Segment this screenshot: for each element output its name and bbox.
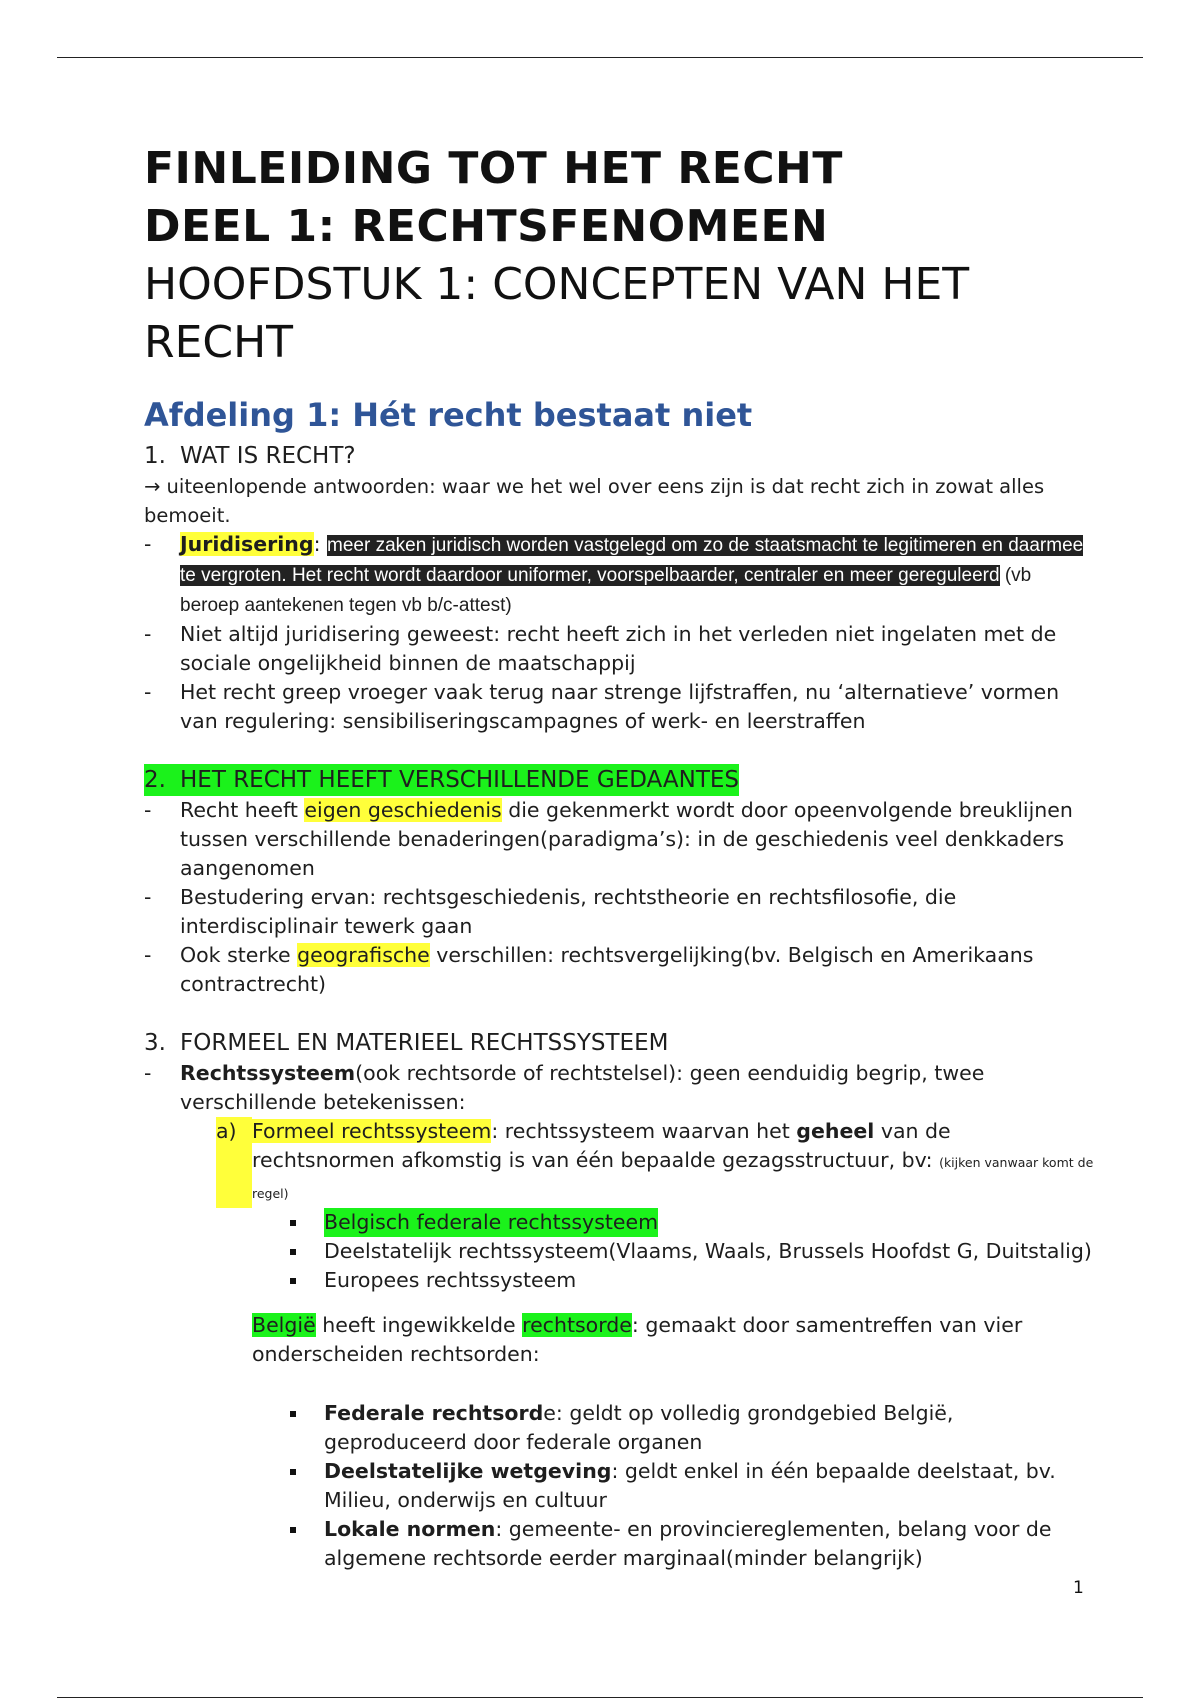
list-item: - Recht heeft eigen geschiedenis die gekenmerkt wordt door opeenvolgende breuklijnen tussen verschillende benaderingen(paradigma’s): in de geschiedenis veel denkkaders aangenomen — [144, 798, 1073, 880]
course-title: FINLEIDING TOT HET RECHT — [144, 143, 843, 194]
list-item: Belgisch federale rechtssysteem — [288, 1208, 1094, 1237]
highlight: eigen geschiedenis — [304, 798, 502, 822]
sub-item-a: a) Formeel rechtssysteem: rechtssysteem waarvan het geheel van de rechtsnormen afkomstig is van één bepaalde gezagsstructuur, bv: (kijken vanwaar komt de regel) — [216, 1117, 1094, 1208]
heading-text: FORMEEL EN MATERIEEL RECHTSSYSTEEM — [180, 1030, 669, 1056]
intro-line: → uiteenlopende antwoorden: waar we het wel over eens zijn is dat recht zich in zowat alles bemoeit. — [144, 475, 1045, 527]
bullet-icon — [288, 1237, 324, 1266]
chapter-title-line1: HOOFDSTUK 1: CONCEPTEN VAN HET — [144, 259, 970, 310]
term-juridisering: Juridisering — [180, 532, 314, 556]
document-page — [144, 140, 1094, 1573]
top-rule — [57, 57, 1143, 58]
page-number: 1 — [1073, 1578, 1084, 1598]
heading-gedaantes — [144, 764, 1094, 796]
list-item: - Rechtssysteem(ook rechtsorde of rechtstelsel): geen eenduidig begrip, twee verschillende betekenissen: — [144, 1061, 985, 1114]
list-item: Deelstatelijk rechtssysteem(Vlaams, Waals, Brussels Hoofdst G, Duitstalig) — [288, 1237, 1094, 1266]
bottom-rule — [57, 1697, 1143, 1698]
belgie-paragraph: België heeft ingewikkelde rechtsorde: gemaakt door samentreffen van vier onderscheiden rechtsorden: — [252, 1313, 1023, 1366]
highlighted-definition: meer zaken juridisch worden vastgelegd om zo de staatsmacht te legitimeren en daarmee te vergroten. Het recht wordt daardoor uniformer, voorspelbaarder, centraler en meer gereguleerd — [180, 535, 1084, 586]
section-heading: Afdeling 1: Hét recht bestaat niet — [144, 396, 753, 434]
list-item: - Bestudering ervan: rechtsgeschiedenis, rechtstheorie en rechtsfilosofie, die interdisciplinair tewerk gaan — [144, 885, 957, 938]
heading-number: 2. — [144, 767, 166, 793]
list-item: Deelstatelijke wetgeving: geldt enkel in één bepaalde deelstaat, bv. Milieu, onderwijs en cultuur — [288, 1457, 1094, 1515]
systems-list — [288, 1208, 1094, 1295]
bullet-icon — [288, 1515, 324, 1573]
list-item: Europees rechtssysteem — [288, 1266, 1094, 1295]
highlight: geografische — [297, 943, 430, 967]
heading-rechtssysteem — [144, 1027, 1094, 1059]
bullet-icon — [288, 1208, 324, 1237]
heading-number: 3. — [144, 1030, 166, 1056]
bullet-icon — [288, 1399, 324, 1457]
heading-number: 1. — [144, 443, 166, 469]
part-title: DEEL 1: RECHTSFENOMEEN — [144, 201, 829, 252]
bullet-icon — [288, 1266, 324, 1295]
list-item: - Het recht greep vroeger vaak terug naar strenge lijfstraffen, nu ‘alternatieve’ vormen van regulering: sensibiliseringscampagnes of werk- en leerstraffen — [144, 680, 1060, 733]
list-item: Lokale normen: gemeente- en provinciereglementen, belang voor de algemene rechtsorde eerder marginaal(minder belangrijk) — [288, 1515, 1094, 1573]
heading-text: WAT IS RECHT? — [180, 443, 356, 469]
chapter-title-line2: RECHT — [144, 317, 294, 368]
list-item: - Niet altijd juridisering geweest: recht heeft zich in het verleden niet ingelaten met de sociale ongelijkheid binnen de maatschappij — [144, 622, 1057, 675]
rechtsorden-list — [288, 1399, 1094, 1573]
list-item: - Juridisering: meer zaken juridisch worden vastgelegd om zo de staatsmacht te legitimeren en daarmee te vergroten. Het recht wordt daardoor uniformer, voorspelbaarder, centraler en meer gereguleerd (vb beroep aantekenen tegen vb b/c-attest) — [144, 532, 1084, 616]
bullet-icon — [288, 1457, 324, 1515]
term-formeel: Formeel rechtssysteem — [252, 1119, 492, 1143]
heading-wat-is-recht — [144, 440, 1094, 472]
heading-text: HET RECHT HEEFT VERSCHILLENDE GEDAANTES — [180, 767, 740, 793]
list-item: Federale rechtsorde: geldt op volledig grondgebied België, geproduceerd door federale organen — [288, 1399, 1094, 1457]
list-item: - Ook sterke geografische verschillen: rechtsvergelijking(bv. Belgisch en Amerikaans contractrecht) — [144, 943, 1034, 996]
